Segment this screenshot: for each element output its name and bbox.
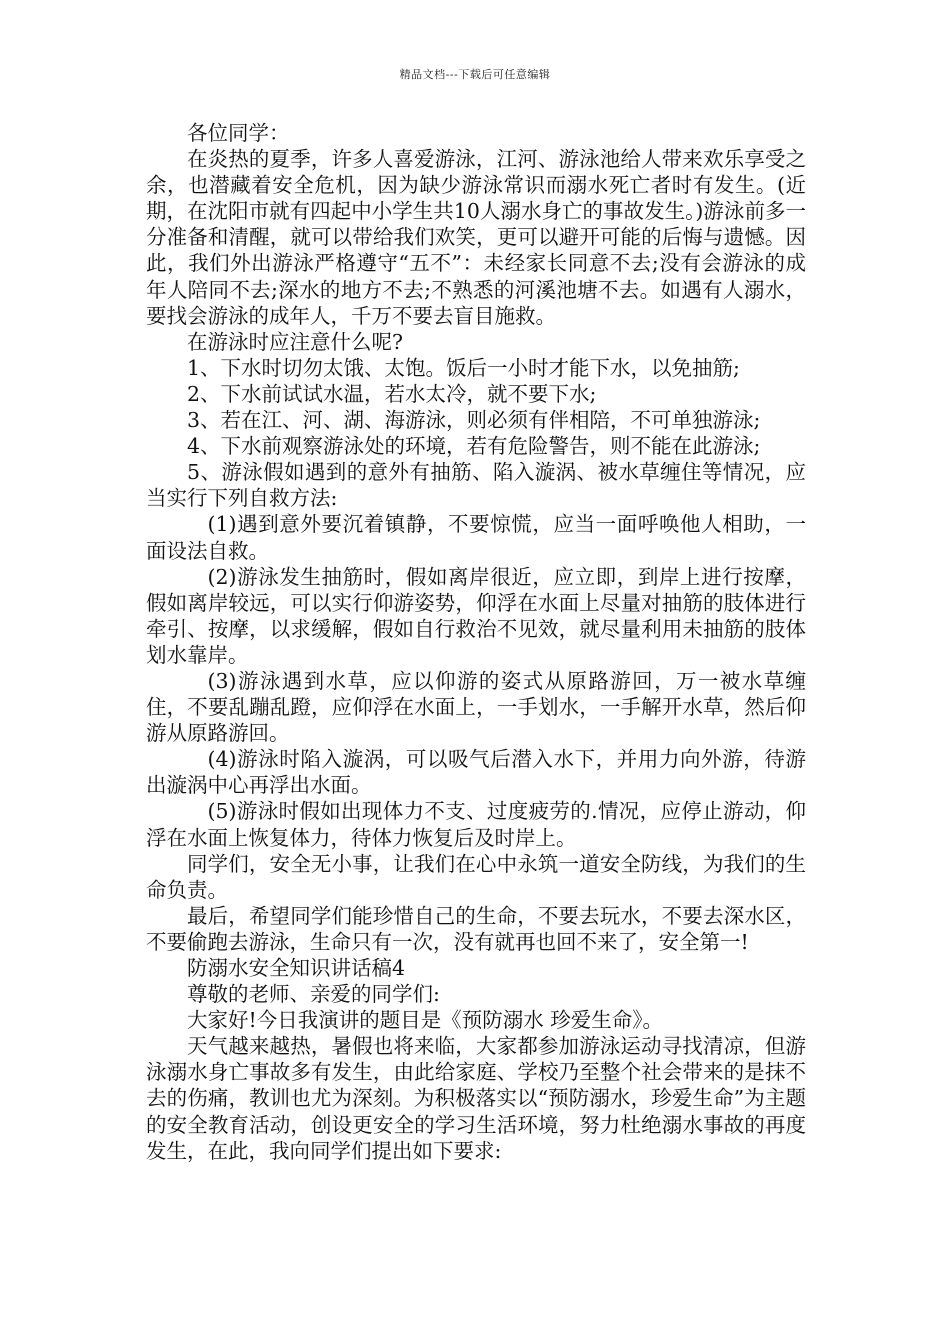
sub-list-item: (3)游泳遇到水草，应以仰游的姿式从原路游回，万一被水草缠住，不要乱蹦乱蹬，应仰浮在水面上，一手划水，一手解开水草，然后仰游从原路游回。 [146,668,806,746]
paragraph: 在炎热的夏季，许多人喜爱游泳，江河、游泳池给人带来欢乐享受之余，也潜藏着安全危机，因为缺少游泳常识而溺水死亡者时有发生。(近期，在沈阳市就有四起中小学生共10人溺水身亡的事故发生。)游泳前多一分准备和清醒，就可以带给我们欢笑，更可以避开可能的后悔与遗憾。因此，我们外出游泳严格遵守“五不”：未经家长同意不去;没有会游泳的成年人陪同不去;深水的地方不去;不熟悉的河溪池塘不去。如遇有人溺水，要找会游泳的成年人，千万不要去盲目施救。 [146,147,806,328]
list-item: 2、下水前试试水温，若水太冷，就不要下水; [187,381,597,406]
page-header: 精品文档---下载后可任意编辑 [399,68,551,81]
paragraph: 天气越来越热，暑假也将来临，大家都参加游泳运动寻找清凉，但游泳溺水身亡事故多有发生，由此给家庭、学校乃至整个社会带来的是抹不去的伤痛，教训也尤为深刻。为积极落实以“预防溺水，珍爱生命”为主题的安全教育活动，创设更安全的学习生活环境，努力杜绝溺水事故的再度发生，在此，我向同学们提出如下要求: [146,1034,806,1163]
document-body [146,120,806,1164]
sub-list-item: (5)游泳时假如出现体力不支、过度疲劳的.情况，应停止游动，仰浮在水面上恢复体力，待体力恢复后及时岸上。 [146,799,806,850]
section-title: 防溺水安全知识讲话稿4 [187,956,406,980]
sub-list-item: (2)游泳发生抽筋时，假如离岸很近，应立即，到岸上进行按摩，假如离岸较远，可以实行仰游姿势，仰浮在水面上尽量对抽筋的肢体进行牵引、按摩，以求缓解，假如自行救治不见效，就尽量利用未抽筋的肢体划水靠岸。 [146,564,806,667]
salutation: 尊敬的老师、亲爱的同学们: [187,982,440,1007]
list-item: 5、游泳假如遇到的意外有抽筋、陷入漩涡、被水草缠住等情况，应当实行下列自救方法: [146,460,806,511]
paragraph: 大家好!今日我演讲的题目是《预防溺水 珍爱生命》。 [187,1008,664,1033]
paragraph: 在游泳时应注意什么呢? [187,329,403,354]
sub-list-item: (4)游泳时陷入漩涡，可以吸气后潜入水下，并用力向外游，待游出漩涡中心再浮出水面。 [146,747,806,798]
paragraph: 最后，希望同学们能珍惜自己的生命，不要去玩水，不要去深水区，不要偷跑去游泳，生命只有一次，没有就再也回不来了，安全第一! [146,903,806,954]
paragraph: 各位同学： [187,121,290,145]
paragraph: 同学们，安全无小事，让我们在心中永筑一道安全防线，为我们的生命负责。 [146,851,806,902]
sub-list-item: (1)遇到意外要沉着镇静，不要惊慌，应当一面呼唤他人相助，一面设法自救。 [146,512,806,563]
list-item: 1、下水时切勿太饿、太饱。饭后一小时才能下水，以免抽筋; [187,355,740,380]
list-item: 3、若在江、河、湖、海游泳，则必须有伴相陪，不可单独游泳; [187,408,761,433]
list-item: 4、下水前观察游泳处的环境，若有危险警告，则不能在此游泳; [187,434,761,459]
